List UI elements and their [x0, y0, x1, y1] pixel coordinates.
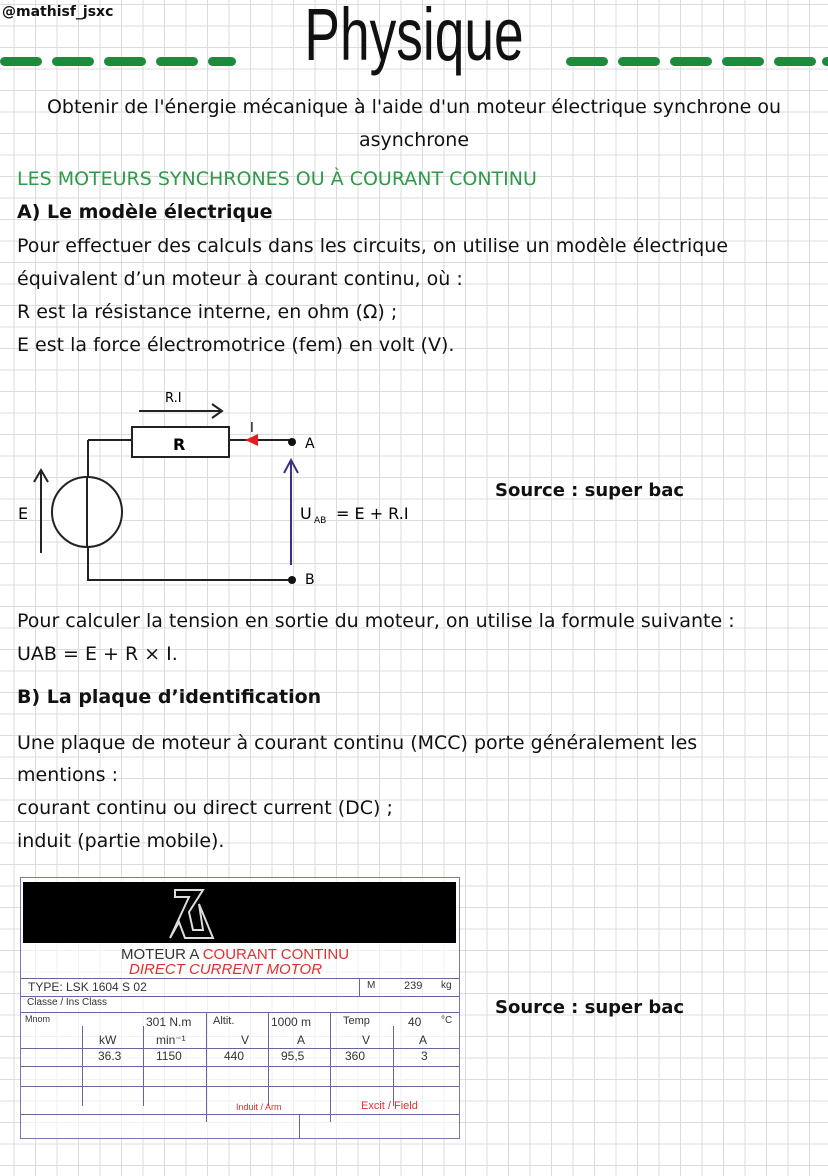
part-a-heading: A) Le modèle électrique [17, 201, 273, 223]
plate-value: 3 [421, 1049, 428, 1063]
brand-logo [23, 882, 456, 943]
label-b: B [305, 572, 315, 588]
source-caption-2: Source : super bac [495, 997, 685, 1018]
plate-temp: Temp [343, 1015, 370, 1027]
plate-torque: 301 N.m [146, 1015, 192, 1029]
plate-value: 95,5 [281, 1049, 305, 1063]
part-b-line: Une plaque de moteur à courant continu (MCC) porte généralement les [17, 732, 698, 754]
part-a-line: équivalent d’un moteur à courant continu, où : [17, 268, 463, 290]
source-caption-1: Source : super bac [495, 480, 685, 501]
label-e: E [18, 504, 29, 523]
plate-title-black: MOTEUR A [121, 946, 203, 963]
plate-alt-val: 1000 m [271, 1015, 312, 1029]
plate-unit: kW [99, 1033, 117, 1047]
plate-value: 360 [345, 1049, 366, 1063]
plate-value: 440 [224, 1049, 245, 1063]
part-a-after: UAB = E + R × I. [17, 643, 178, 665]
plate-subtitle: DIRECT CURRENT MOTOR [129, 961, 323, 978]
plate-type: TYPE: LSK 1604 S 02 [28, 980, 147, 994]
plate-unit: V [362, 1033, 371, 1047]
plate-unit: A [419, 1033, 428, 1047]
plate-induit: Induit / Arm [236, 1102, 282, 1112]
part-a-after: Pour calculer la tension en sortie du moteur, on utilise la formule suivante : [17, 610, 735, 632]
part-b-line: induit (partie mobile). [17, 830, 225, 852]
page-title: Physique [304, 0, 524, 76]
label-r: R [173, 435, 186, 454]
circuit-diagram [0, 370, 470, 600]
plate-altit: Altit. [213, 1015, 235, 1027]
part-a-line: R est la résistance interne, en ohm (Ω) ; [17, 301, 398, 323]
plate-temp-val: 40 [408, 1015, 422, 1029]
plate-value: 36.3 [98, 1049, 122, 1063]
plate-value: 1150 [156, 1049, 182, 1063]
formula: = E + R.I [336, 504, 409, 523]
label-i: I [250, 421, 254, 436]
plate-unit: A [297, 1033, 306, 1047]
part-b-line: courant continu ou direct current (DC) ; [17, 797, 393, 819]
subtitle-line-1: Obtenir de l'énergie mécanique à l'aide d'un moteur électrique synchrone ou [46, 96, 782, 118]
plate-class: Classe / Ins Class [27, 997, 108, 1008]
plate-unit: min⁻¹ [156, 1033, 186, 1047]
plate-excit: Excit / Field [361, 1100, 418, 1112]
plate-kg: kg [441, 980, 452, 991]
part-b-heading: B) La plaque d’identification [17, 686, 322, 708]
label-a: A [305, 436, 315, 452]
label-ri: R.I [165, 391, 182, 406]
plate-mnom: Mnom [25, 1014, 51, 1024]
motor-nameplate [20, 877, 460, 1139]
section-heading: LES MOTEURS SYNCHRONES OU À COURANT CONTINU [17, 168, 537, 190]
label-u-sub: AB [314, 516, 327, 526]
label-u: U [300, 504, 312, 523]
subtitle-line-2: asynchrone [358, 129, 470, 151]
plate-m: M [367, 980, 376, 991]
part-a-line: Pour effectuer des calculs dans les circuits, on utilise un modèle électrique [17, 235, 729, 257]
plate-title-red: COURANT CONTINU [202, 946, 350, 963]
part-a-line: E est la force électromotrice (fem) en volt (V). [17, 334, 455, 356]
plate-mass: 239 [404, 980, 423, 992]
plate-degc: °C [441, 1015, 453, 1026]
plate-unit: V [241, 1033, 250, 1047]
part-b-line: mentions : [17, 764, 118, 786]
author-handle: @mathisf_jsxc [2, 4, 114, 20]
